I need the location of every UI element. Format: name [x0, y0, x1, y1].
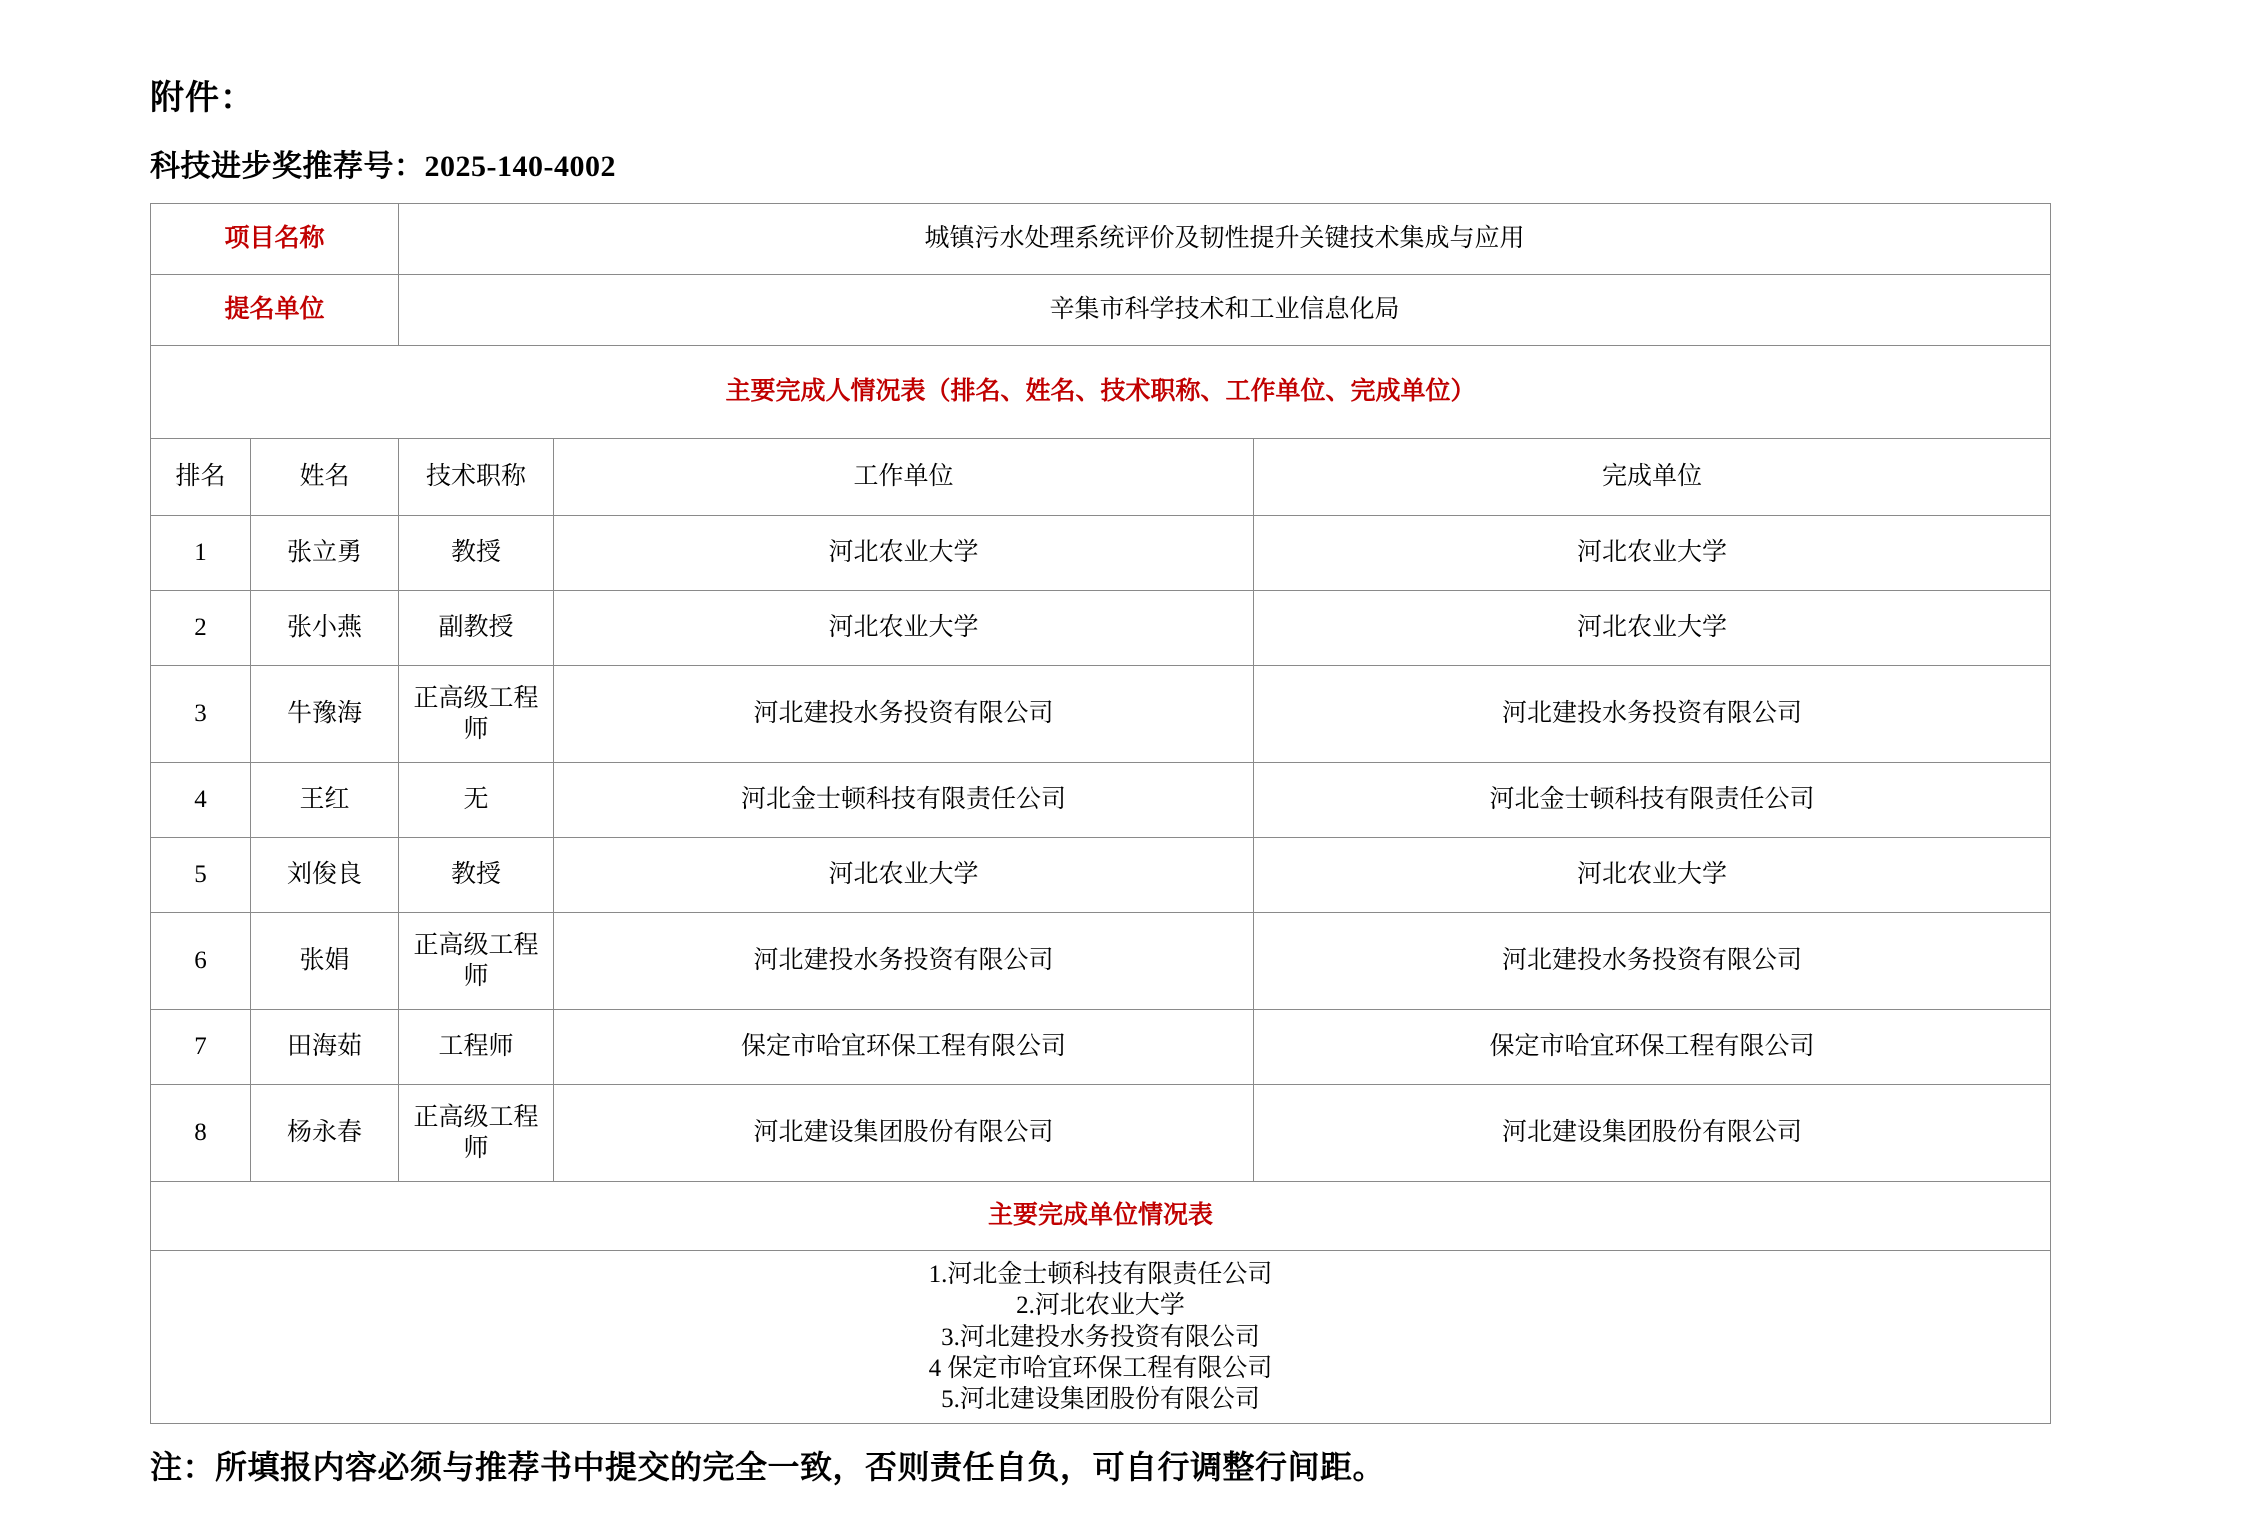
table-row	[151, 591, 2051, 666]
column-header-name: 姓名	[251, 439, 399, 516]
cell-work-unit: 河北农业大学	[554, 516, 1254, 591]
cell-done-unit: 河北建投水务投资有限公司	[1254, 666, 2051, 763]
table-row	[151, 763, 2051, 838]
cell-name: 张立勇	[251, 516, 399, 591]
units-section-title-row	[151, 1182, 2051, 1251]
list-item: 1.河北金士顿科技有限责任公司	[928, 1261, 1273, 1288]
cell-name: 刘俊良	[251, 838, 399, 913]
recommendation-number: 2025-140-4002	[424, 150, 616, 183]
column-header-done-unit: 完成单位	[1254, 439, 2051, 516]
cell-name: 张娟	[251, 913, 399, 1010]
cell-work-unit: 河北建投水务投资有限公司	[554, 913, 1254, 1010]
table-row	[151, 666, 2051, 763]
table-row	[151, 1010, 2051, 1085]
cell-work-unit: 保定市哈宜环保工程有限公司	[554, 1010, 1254, 1085]
award-recommendation-table	[150, 203, 2051, 1424]
cell-done-unit: 河北金士顿科技有限责任公司	[1254, 763, 2051, 838]
cell-done-unit: 河北建设集团股份有限公司	[1254, 1085, 2051, 1182]
cell-work-unit: 河北建设集团股份有限公司	[554, 1085, 1254, 1182]
cell-rank: 3	[151, 666, 251, 763]
cell-name: 张小燕	[251, 591, 399, 666]
units-list-row	[151, 1251, 2051, 1424]
list-item: 4 保定市哈宜环保工程有限公司	[928, 1354, 1273, 1382]
list-item: 3.河北建投水务投资有限公司	[941, 1323, 1260, 1351]
cell-done-unit: 河北农业大学	[1254, 591, 2051, 666]
column-header-title: 技术职称	[399, 439, 554, 516]
nominating-unit-value: 辛集市科学技术和工业信息化局	[399, 275, 2051, 346]
cell-work-unit: 河北农业大学	[554, 838, 1254, 913]
table-row	[151, 516, 2051, 591]
cell-title: 教授	[399, 838, 554, 913]
cell-title: 正高级工程师	[399, 913, 554, 1010]
cell-title: 教授	[399, 516, 554, 591]
cell-rank: 6	[151, 913, 251, 1010]
nominating-unit-row	[151, 275, 2051, 346]
cell-title: 正高级工程师	[399, 1085, 554, 1182]
units-section-title: 主要完成单位情况表	[151, 1182, 2051, 1251]
project-name-label: 项目名称	[151, 204, 399, 275]
project-name-value: 城镇污水处理系统评价及韧性提升关键技术集成与应用	[399, 204, 2051, 275]
footer-note: 注：所填报内容必须与推荐书中提交的完全一致，否则责任自负，可自行调整行间距。	[150, 1449, 1386, 1486]
cell-rank: 4	[151, 763, 251, 838]
cell-title: 副教授	[399, 591, 554, 666]
attachment-label: 附件：	[150, 80, 255, 117]
units-list	[151, 1251, 2051, 1424]
people-section-title-row	[151, 346, 2051, 439]
cell-done-unit: 河北农业大学	[1254, 838, 2051, 913]
cell-title: 工程师	[399, 1010, 554, 1085]
cell-done-unit: 保定市哈宜环保工程有限公司	[1254, 1010, 2051, 1085]
cell-work-unit: 河北农业大学	[554, 591, 1254, 666]
project-name-row	[151, 204, 2051, 275]
cell-work-unit: 河北建投水务投资有限公司	[554, 666, 1254, 763]
list-item: 5.河北建设集团股份有限公司	[941, 1386, 1260, 1413]
table-row	[151, 913, 2051, 1010]
people-table-header	[151, 439, 2051, 516]
table-row	[151, 1085, 2051, 1182]
cell-work-unit: 河北金士顿科技有限责任公司	[554, 763, 1254, 838]
people-section-title: 主要完成人情况表（排名、姓名、技术职称、工作单位、完成单位）	[151, 346, 2051, 439]
cell-name: 王红	[251, 763, 399, 838]
recommendation-label: 科技进步奖推荐号：	[150, 150, 425, 183]
cell-rank: 8	[151, 1085, 251, 1182]
nominating-unit-label: 提名单位	[151, 275, 399, 346]
cell-name: 杨永春	[251, 1085, 399, 1182]
column-header-work-unit: 工作单位	[554, 439, 1254, 516]
recommendation-line	[150, 141, 2095, 185]
cell-title: 正高级工程师	[399, 666, 554, 763]
cell-done-unit: 河北农业大学	[1254, 516, 2051, 591]
table-row	[151, 838, 2051, 913]
list-item: 2.河北农业大学	[1016, 1292, 1185, 1320]
cell-rank: 2	[151, 591, 251, 666]
cell-name: 牛豫海	[251, 666, 399, 763]
cell-title: 无	[399, 763, 554, 838]
cell-done-unit: 河北建投水务投资有限公司	[1254, 913, 2051, 1010]
cell-rank: 7	[151, 1010, 251, 1085]
cell-rank: 1	[151, 516, 251, 591]
column-header-rank: 排名	[151, 439, 251, 516]
cell-rank: 5	[151, 838, 251, 913]
cell-name: 田海茹	[251, 1010, 399, 1085]
